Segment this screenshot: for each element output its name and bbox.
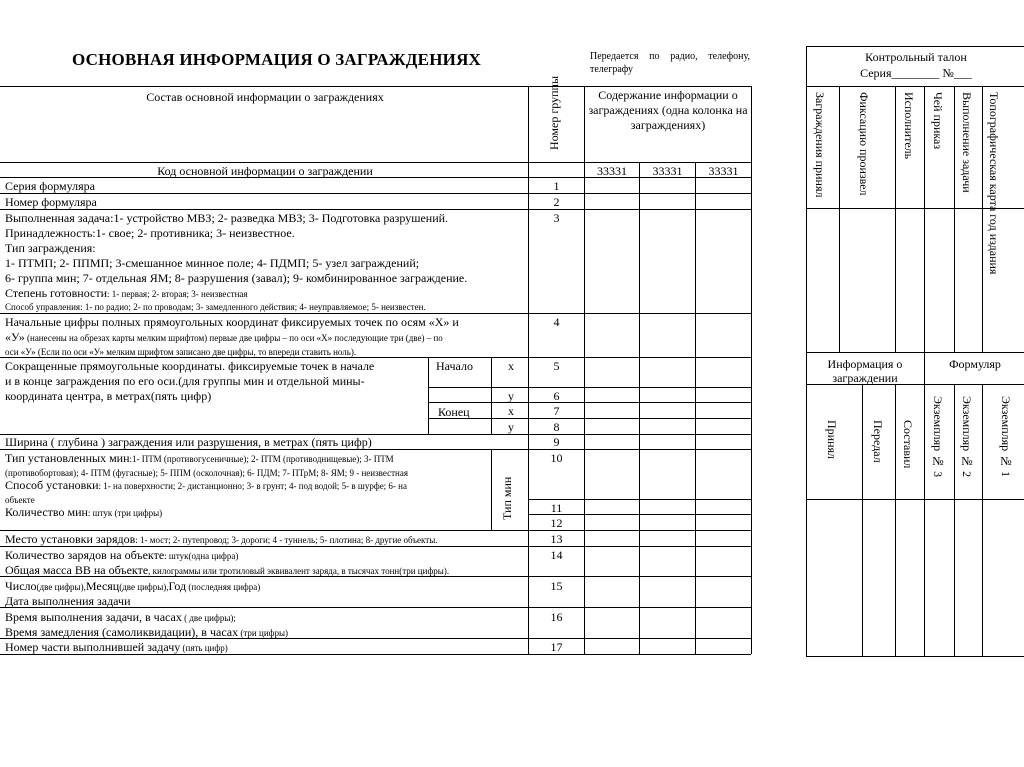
header-group-number: Номер группы (547, 75, 561, 150)
row-mine-type-2: (противобортовая); 4- ПТМ (фугасные); 5- ППМ (осколочная); 6- ПДМ; 7- ПТрМ; 8- ЯМ; 9 - неизвестная (5, 468, 408, 478)
row-obstacle-type-label: Тип заграждения: (5, 241, 96, 255)
group-number: 8 (553, 420, 560, 434)
label-x-end: х (508, 404, 514, 418)
row-coords-initial-1: Начальные цифры полных прямоугольных координат фиксируемых точек по осям «Х» и (5, 315, 459, 329)
group-number: 1 (553, 179, 560, 193)
row-coords-initial-2: «У» (нанесены на обрезах карты мелким шрифтом) первые две цифры – по оси «Х» последующие три (две) – по (5, 330, 443, 344)
row-exec-time: Время выполнения задачи, в часах ( две цифры); (5, 610, 236, 624)
ctrl-compiled: Составил (901, 420, 915, 469)
group-number: 5 (553, 359, 560, 373)
row-explosive-mass: Общая масса ВВ на объекте, килограммы или тротиловый эквивалент заряда, в тысячах тонн(три цифры). (5, 563, 450, 577)
group-number: 12 (550, 516, 563, 530)
label-x-start: х (508, 359, 514, 373)
group-number: 9 (553, 435, 560, 449)
mine-type-vertical: Тип мин (500, 476, 514, 520)
header-content: Содержание информации о заграждениях (одна колонка на заграждениях) (588, 88, 748, 132)
row-charge-place: Место установки зарядов: 1- мост; 2- путепровод; 3- дороги; 4 - туннель; 5- плотина; 8- другие объекты. (5, 532, 438, 546)
page-title: ОСНОВНАЯ ИНФОРМАЦИЯ О ЗАГРАЖДЕНИЯХ (72, 50, 482, 69)
ctrl-copy-2: Экземпляр № 2 (960, 396, 974, 478)
ctrl-col-task: Выполнение задачи (960, 92, 974, 193)
row-short-coords-2: и в конце заграждения по его оси.(для группы мин и отдельной мины- (5, 374, 365, 388)
group-number: 14 (550, 548, 563, 562)
transmission-note: Передается по радио, телефону, телеграфу (590, 51, 750, 75)
row-install-method-2: объекте (5, 495, 35, 505)
group-number: 15 (550, 579, 563, 593)
ctrl-col-executor: Исполнитель (902, 92, 916, 160)
row-delay-time: Время замедления (самоликвидации), в часах (три цифры) (5, 625, 289, 639)
group-number: 7 (553, 404, 560, 418)
row-series: Серия формуляра (5, 179, 95, 193)
header-composition: Состав основной информации о заграждениях (146, 90, 384, 104)
control-series: Серия________ №___ (860, 66, 972, 80)
ctrl-copy-1: Экземпляр № 1 (999, 396, 1013, 478)
group-number: 13 (550, 532, 563, 546)
group-number: 16 (550, 610, 563, 624)
code-1: 33331 (597, 164, 627, 178)
ctrl-received: Принял (825, 420, 839, 460)
ctrl-copy-3: Экземпляр № 3 (931, 396, 945, 478)
ctrl-sent: Передал (871, 420, 885, 463)
ctrl-col-map-year: Топографическая карта год издания (987, 92, 1001, 275)
group-number: 4 (553, 315, 560, 329)
group-number: 6 (553, 389, 560, 403)
info-label: Информация о заграждении (827, 357, 903, 385)
row-date-parts: Число(две цифры),Месяц(две цифры),Год (последняя цифра) (5, 579, 261, 593)
row-install-method: Способ установки: 1- на поверхности; 2- дистанционно; 3- в грунт; 4- под водой; 5- в шурфе; 6- на (5, 478, 407, 492)
code-label: Код основной информации о заграждении (157, 164, 373, 178)
code-3: 33331 (708, 164, 739, 178)
row-charge-count: Количество зарядов на объекте: штук(одна цифра) (5, 548, 239, 562)
ctrl-col-order: Чей приказ (931, 92, 945, 150)
group-number: 11 (550, 501, 563, 515)
ctrl-col-accepted: Заграждения принял (813, 92, 827, 198)
row-unit-number: Номер части выполнившей задачу (пять цифр) (5, 640, 228, 654)
ctrl-col-fixation: Фиксацию произвел (857, 92, 871, 196)
row-date: Дата выполнения задачи (5, 594, 131, 608)
row-short-coords-3: координата центра, в метрах(пять цифр) (5, 389, 212, 403)
group-number: 2 (553, 195, 560, 209)
form-label: Формуляр (949, 357, 1001, 371)
label-start: Начало (436, 359, 473, 373)
row-number: Номер формуляра (5, 195, 97, 209)
group-number: 10 (550, 451, 563, 465)
row-width: Ширина ( глубина ) заграждения или разрушения, в метрах (пять цифр) (5, 435, 372, 449)
control-title: Контрольный талон (865, 50, 967, 64)
group-number: 17 (550, 640, 563, 654)
row-coords-initial-3: оси «У» (Если по оси «У» мелким шрифтом записано две цифры, то впереди ставить ноль). (5, 347, 357, 357)
row-task: Выполненная задача:1- устройство МВЗ; 2- разведка МВЗ; 3- Подготовка разрушений. (5, 211, 449, 225)
row-short-coords-1: Сокращенные прямоугольные координаты. фиксируемые точек в начале (5, 359, 375, 373)
row-mine-type-1: Тип установленных мин:1- ПТМ (противогусеничные); 2- ПТМ (противоднищевые); 3- ПТМ (5, 451, 394, 465)
row-affiliation: Принадлежность:1- свое; 2- противника; 3- неизвестное. (5, 226, 295, 240)
label-y-end: у (508, 420, 514, 434)
code-2: 33331 (652, 164, 683, 178)
group-number: 3 (553, 211, 560, 225)
label-end: Конец (438, 405, 470, 419)
row-obstacle-types-1: 1- ПТМП; 2- ППМП; 3-смешанное минное поле; 4- ПДМП; 5- узел заграждений; (5, 256, 420, 270)
row-mine-count: Количество мин: штук (три цифры) (5, 505, 163, 519)
label-y-start: у (508, 389, 514, 403)
row-control-method: Способ управления: 1- по радио; 2- по проводам; 3- замедленного действия; 4- неуправляемое; 5- неизвестен. (5, 302, 426, 312)
row-readiness: Степень готовности: 1- первая; 2- вторая; 3- неизвестная (5, 286, 248, 300)
row-obstacle-types-2: 6- группа мин; 7- отдельная ЯМ; 8- разрушения (завал); 9- комбинированное заграждение. (5, 271, 468, 285)
